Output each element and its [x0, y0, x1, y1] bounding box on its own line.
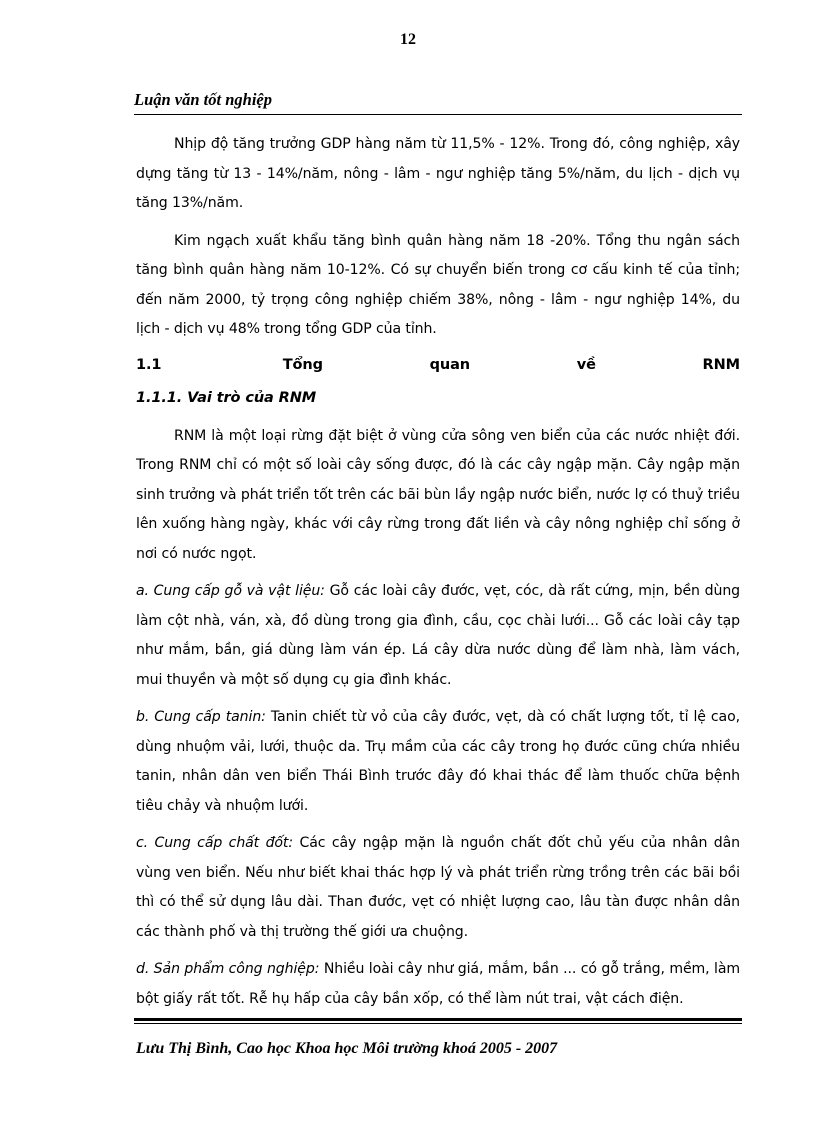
paragraph-export-budget: Kim ngạch xuất khẩu tăng bình quân hàng năm 18 -20%. Tổng thu ngân sách tăng bình quân hàng năm 10-12%. Có sự chuyển biến trong cơ cấu kinh tế của tỉnh; đến năm 2000, tỷ trọng công nghiệp chiếm 38%, nông - lâm - ngư nghiệp 14%, du lịch - dịch vụ 48% trong tổng GDP của tỉnh. — [136, 232, 740, 337]
list-item — [136, 829, 740, 947]
paragraph-gdp-growth: Nhịp độ tăng trưởng GDP hàng năm từ 11,5% - 12%. Trong đó, công nghiệp, xây dựng tăng từ 13 - 14%/năm, nông - lâm - ngư nghiệp tăng 5%/năm, du lịch - dịch vụ tăng 13%/năm. — [136, 136, 740, 211]
paragraph-intro: RNM là một loại rừng đặt biệt ở vùng cửa sông ven biển của các nước nhiệt đới. Trong RNM chỉ có một số loài cây sống được, đó là các cây ngập mặn. Cây ngập mặn sinh trưởng và phát triển tốt trên các bãi bùn lầy ngập nước biển, nước lợ có thuỷ triều lên xuống hàng ngày, khác với cây rừng trong đất liền và cây nông nghiệp chỉ sống ở nơi có nước ngọt. — [136, 427, 740, 562]
list-item — [136, 577, 740, 695]
page-number: 12 — [400, 31, 416, 48]
footer-divider — [134, 1018, 742, 1024]
section-heading — [136, 351, 740, 381]
item-text: Tanin chiết từ vỏ của cây đước, vẹt, dà có chất lượng tốt, tỉ lệ cao, dùng nhuộm vải, lưới, thuộc da. Trụ mầm của các cây trong họ đước cũng chứa nhiều tanin, nhân dân ven biển Thái Bình trước đây đó khai thác để làm thuốc chữa bệnh tiêu chảy và nhuộm lưới. — [136, 709, 740, 814]
section-word: quan — [429, 356, 471, 373]
item-text: Gỗ các loài cây đước, vẹt, cóc, dà rất cứng, mịn, bền dùng làm cột nhà, ván, xà, đồ dùng trong gia đình, cầu, cọc chài lưới... Gỗ các loài cây tạp như mắm, bần, giá dùng làm ván ép. Lá cây dừa nước dùng để làm nhà, làm vách, mui thuyền và một số dụng cụ gia đình khác. — [136, 583, 740, 688]
item-lead: c. Cung cấp chất đốt: — [136, 835, 294, 851]
item-text: Nhiều loài cây như giá, mắm, bần ... có gỗ trắng, mềm, làm bột giấy rất tốt. Rễ hụ hấp của cây bần xốp, có thể làm nút trai, vật cách điện. — [136, 961, 740, 1007]
page-body — [136, 130, 740, 1014]
list-item — [136, 703, 740, 821]
subsection-heading: 1.1.1. Vai trò của RNM — [136, 390, 317, 406]
item-lead: b. Cung cấp tanin: — [136, 709, 266, 725]
header-title: Luận văn tốt nghiệp — [134, 90, 272, 109]
header-divider — [134, 114, 742, 115]
section-word: về — [576, 356, 596, 373]
section-number: 1.1 — [136, 356, 162, 373]
section-word: Tổng — [282, 356, 323, 373]
section-word: RNM — [702, 356, 740, 373]
item-lead: d. Sản phẩm công nghiệp: — [136, 961, 320, 977]
footer-text: Lưu Thị Bình, Cao học Khoa học Môi trường khoá 2005 - 2007 — [136, 1040, 558, 1057]
item-text: Các cây ngập mặn là nguồn chất đốt chủ yếu của nhân dân vùng ven biển. Nếu như biết khai thác hợp lý và phát triển rừng trồng trên các bãi bồi thì có thể sử dụng lâu dài. Than đước, vẹt có nhiệt lượng cao, lâu tàn được nhân dân các thành phố và thị trường thế giới ưa chuộng. — [136, 835, 740, 940]
list-item — [136, 955, 740, 1014]
item-lead: a. Cung cấp gỗ và vật liệu: — [136, 583, 325, 599]
